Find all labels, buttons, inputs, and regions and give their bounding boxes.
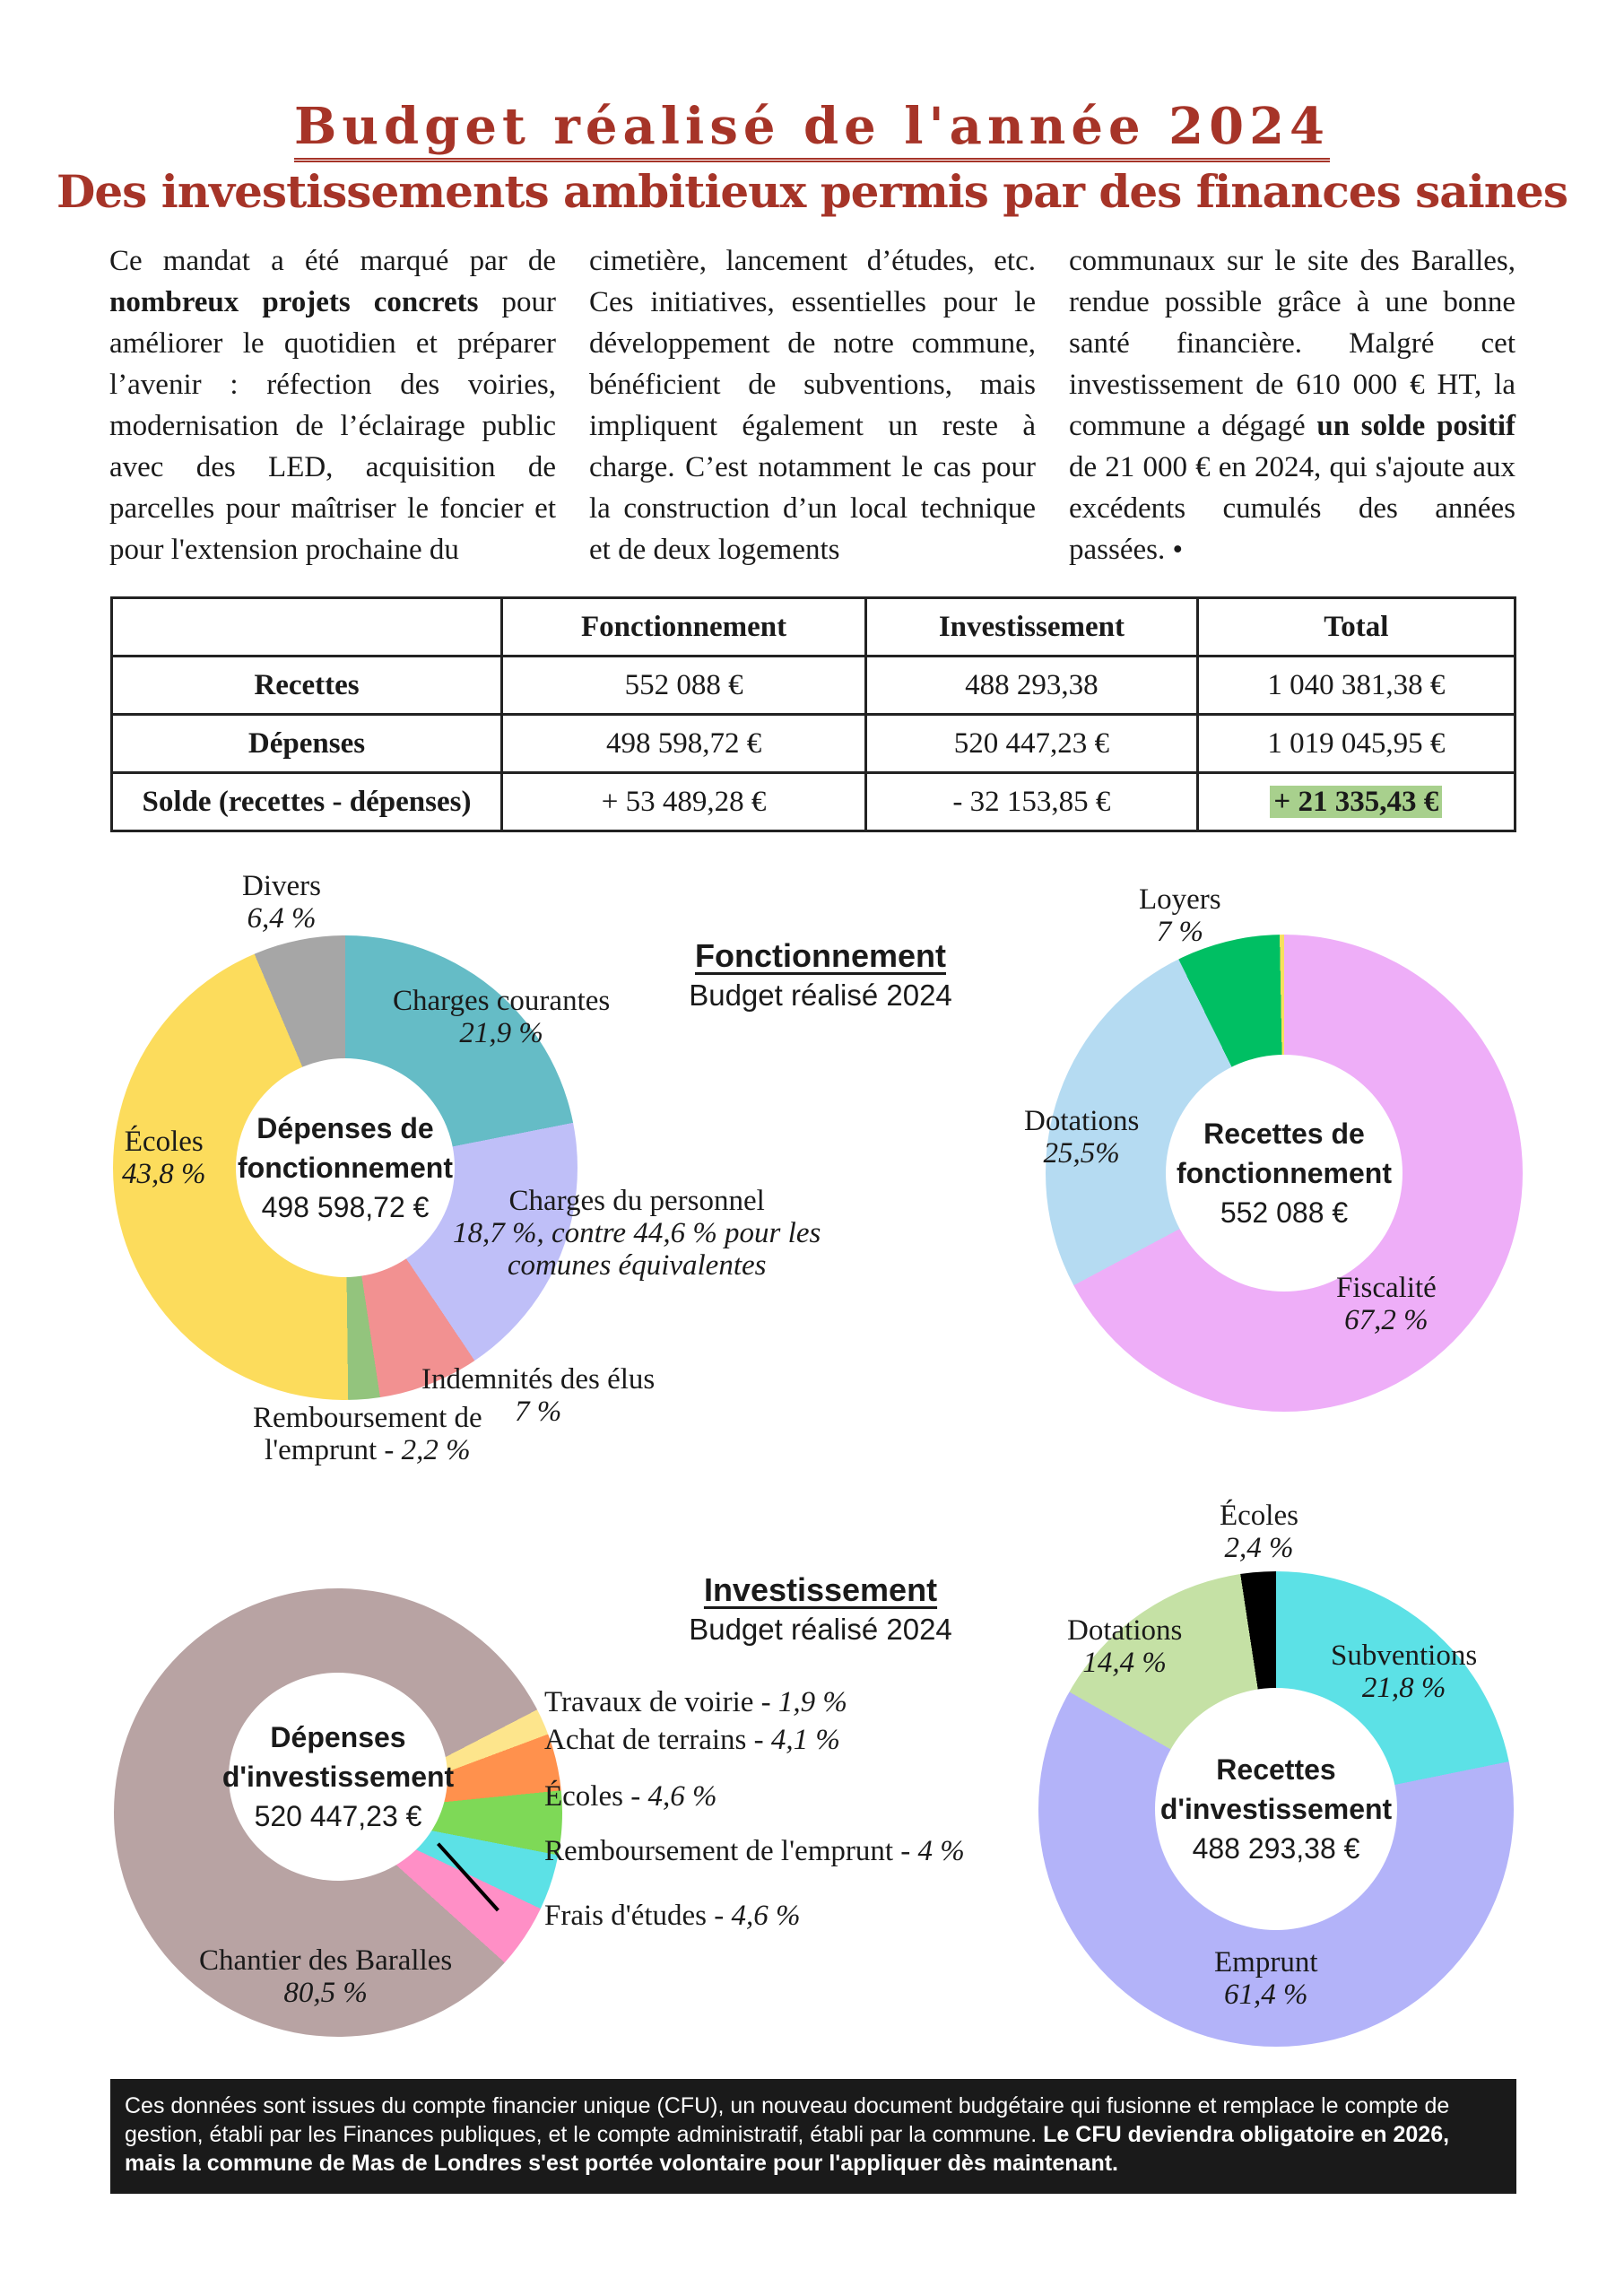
cell: 1 040 381,38 € (1197, 657, 1515, 715)
label-chantier-baralles: Chantier des Baralles 80,5 % (199, 1944, 453, 2009)
cell: - 32 153,85 € (866, 773, 1198, 831)
donut-center: Dépenses d'investissement 520 447,23 € (229, 1673, 447, 1881)
label-remboursement-emprunt-inv: Remboursement de l'emprunt - 4 % (544, 1835, 965, 1867)
article-columns (109, 240, 1515, 570)
cell: 498 598,72 € (502, 715, 866, 773)
label-fiscalite: Fiscalité 67,2 % (1336, 1272, 1437, 1336)
label-ecoles: Écoles 43,8 % (122, 1126, 206, 1190)
article-column-2: cimetière, lancement d’études, etc. Ces initiatives, essentielles pour le développement de notre commune, bénéficient de subventions, mais impliquent également un reste à charge. C’est notamment le cas pour la construction d’un local technique et de deux logements (589, 245, 1036, 566)
label-charges-personnel: Charges du personnel 18,7 %, contre 44,6 % pour les comunes équivalentes (453, 1185, 821, 1282)
footer-note: Ces données sont issues du compte financier unique (CFU), un nouveau document budgétaire qui fusionne et remplace le compte de gestion, établi par les Finances publiques, et le compte administratif, établi par la commune. Le CFU deviendra obligatoire en 2026, mais la commune de Mas de Londres s'est portée volontaire pour l'appliquer dès maintenant. (110, 2079, 1516, 2194)
cell: 520 447,23 € (866, 715, 1198, 773)
cell: 488 293,38 (866, 657, 1198, 715)
page-title: Budget réalisé de l'année 2024 (0, 97, 1624, 156)
budget-summary-table (110, 596, 1516, 832)
label-ecoles-rec: Écoles 2,4 % (1220, 1500, 1298, 1564)
article-column-1: Ce mandat a été marqué par de nombreux projets concrets pour améliorer le quotidien et préparer l’avenir : réfection des voiries, modernisation de l’éclairage public avec des LED, acquisition de parcelles pour maîtriser le foncier et pour l'extension prochaine du (109, 245, 556, 566)
label-charges-courantes: Charges courantes 21,9 % (393, 985, 611, 1049)
donut-center: Dépenses de fonctionnement 498 598,72 € (236, 1058, 455, 1277)
cell: + 53 489,28 € (502, 773, 866, 831)
table-header-fonctionnement: Fonctionnement (502, 598, 866, 657)
table-header-total: Total (1197, 598, 1515, 657)
article-column-3: communaux sur le site des Baralles, rendue possible grâce à une bonne santé financière. Malgré cet investissement de 610 000 € HT, la commune a dégagé un solde positif de 21 000 € en 2024, qui s'ajoute aux excédents cumulés des années passées. • (1069, 245, 1516, 566)
label-travaux-voirie: Travaux de voirie - 1,9 % (544, 1686, 847, 1718)
table-header-empty (112, 598, 502, 657)
label-achat-terrains: Achat de terrains - 4,1 % (544, 1724, 840, 1756)
label-dotations-rec: Dotations 14,4 % (1067, 1614, 1183, 1679)
label-dotations: Dotations 25,5% (1024, 1105, 1140, 1170)
label-indemnites-elus: Indemnités des élus 7 % (421, 1363, 656, 1428)
highlighted-balance: + 21 335,43 € (1270, 786, 1442, 818)
donut-center: Recettes de fonctionnement 552 088 € (1166, 1055, 1403, 1292)
cell: 552 088 € (502, 657, 866, 715)
row-label: Solde (recettes - dépenses) (112, 773, 502, 831)
cell-total-highlight (1197, 773, 1515, 831)
table-header-investissement: Investissement (866, 598, 1198, 657)
label-divers: Divers 6,4 % (242, 870, 321, 935)
label-remboursement-emprunt: Remboursement de l'emprunt - 2,2 % (253, 1402, 482, 1466)
label-ecoles-inv: Écoles - 4,6 % (544, 1780, 717, 1813)
page-subtitle: Des investissements ambitieux permis par des finances saines (56, 165, 1568, 218)
label-loyers: Loyers 7 % (1139, 883, 1221, 948)
cell: 1 019 045,95 € (1197, 715, 1515, 773)
table-row (112, 773, 1515, 831)
table-header-row (112, 598, 1515, 657)
table-row (112, 657, 1515, 715)
label-subventions: Subventions 21,8 % (1331, 1639, 1478, 1704)
section-investissement-heading: Investissement Budget réalisé 2024 (689, 1571, 952, 1646)
donut-center: Recettes d'investissement 488 293,38 € (1155, 1688, 1397, 1930)
row-label: Recettes (112, 657, 502, 715)
table-row (112, 715, 1515, 773)
label-frais-etudes: Frais d'études - 4,6 % (544, 1900, 801, 1932)
row-label: Dépenses (112, 715, 502, 773)
label-emprunt-rec: Emprunt 61,4 % (1214, 1946, 1318, 2011)
section-fonctionnement-heading: Fonctionnement Budget réalisé 2024 (689, 937, 952, 1012)
